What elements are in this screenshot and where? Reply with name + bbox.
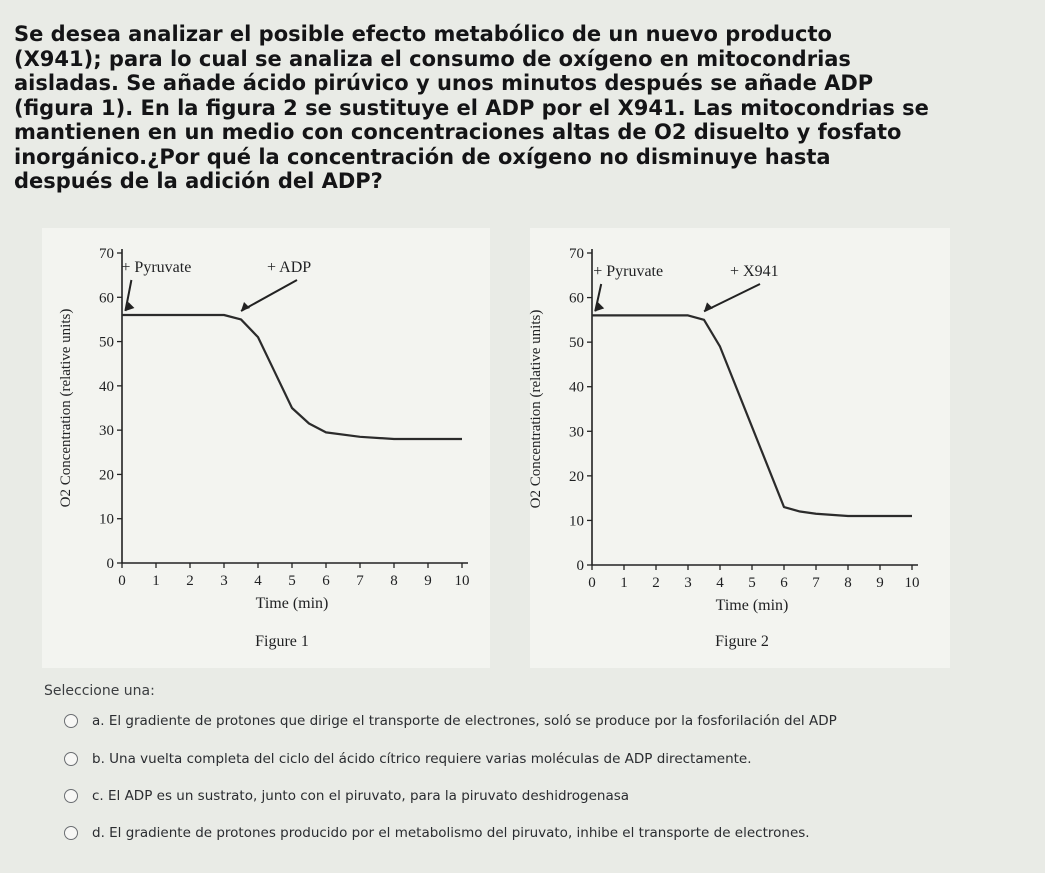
x-tick-label: 10 (904, 575, 920, 591)
radio-b[interactable] (64, 752, 78, 766)
option-b[interactable] (64, 751, 752, 767)
series-line (122, 315, 462, 439)
select-one-prompt: Seleccione una: (44, 683, 155, 699)
x-tick-label: 6 (780, 575, 788, 591)
question-line: aisladas. Se añade ácido pirúvico y unos minutos después se añade ADP (14, 71, 874, 95)
option-a-label: a. El gradiente de protones que dirige el transporte de electrones, soló se produce por la fosforilación del ADP (92, 713, 837, 729)
y-tick-label: 70 (569, 246, 584, 262)
figure-1-chart (42, 228, 490, 668)
y-tick-label: 50 (569, 335, 584, 352)
annotation-label: + X941 (730, 263, 779, 280)
x-axis-label: Time (min) (255, 595, 329, 612)
y-axis-label: O2 Concentration (relative units) (528, 309, 544, 509)
x-tick-label: 10 (454, 573, 470, 589)
x-axis-label: Time (min) (715, 597, 789, 614)
y-tick-label: 30 (99, 423, 114, 440)
x-tick-label: 4 (254, 573, 262, 589)
y-tick-label: 20 (99, 467, 114, 484)
figure-2-panel (530, 228, 950, 668)
y-tick-label: 0 (576, 558, 584, 574)
x-tick-label: 0 (588, 575, 596, 591)
question-text (14, 22, 1034, 194)
x-tick-label: 0 (118, 573, 126, 589)
x-tick-label: 7 (356, 573, 364, 589)
y-tick-label: 50 (99, 334, 114, 351)
figure-1-panel (42, 228, 490, 668)
option-c[interactable] (64, 788, 629, 804)
question-line: después de la adición del ADP? (14, 169, 383, 193)
x-tick-label: 4 (716, 575, 724, 591)
y-tick-label: 40 (569, 379, 584, 396)
x-tick-label: 8 (390, 573, 398, 589)
figure-2-chart (530, 228, 950, 668)
annotation-arrow (704, 284, 760, 311)
y-tick-label: 60 (99, 290, 114, 307)
annotation-label: + Pyruvate (593, 263, 664, 280)
question-line: Se desea analizar el posible efecto metabólico de un nuevo producto (14, 22, 832, 46)
question-line: mantienen en un medio con concentraciones altas de O2 disuelto y fosfato (14, 120, 902, 144)
x-tick-label: 3 (684, 575, 692, 591)
radio-c[interactable] (64, 789, 78, 803)
radio-a[interactable] (64, 714, 78, 728)
x-tick-label: 9 (424, 573, 432, 589)
x-tick-label: 8 (844, 575, 852, 591)
annotation-label: + Pyruvate (121, 259, 192, 276)
x-tick-label: 1 (620, 575, 628, 591)
question-line: (figura 1). En la figura 2 se sustituye el ADP por el X941. Las mitocondrias se (14, 95, 929, 120)
x-tick-label: 2 (186, 573, 194, 589)
x-tick-label: 2 (652, 575, 660, 591)
figure-caption: Figure 2 (715, 633, 769, 650)
x-tick-label: 9 (876, 575, 884, 591)
y-tick-label: 40 (99, 378, 114, 395)
annotation-arrow (241, 280, 297, 311)
x-tick-label: 6 (322, 573, 330, 589)
x-tick-label: 5 (748, 575, 756, 591)
option-a[interactable] (64, 713, 837, 729)
option-d[interactable] (64, 825, 810, 841)
x-tick-label: 5 (288, 573, 296, 589)
question-line: (X941); para lo cual se analiza el consumo de oxígeno en mitocondrias (14, 46, 851, 71)
series-line (592, 315, 912, 516)
y-tick-label: 20 (569, 468, 584, 485)
annotation-label: + ADP (267, 259, 312, 276)
question-line: inorgánico.¿Por qué la concentración de oxígeno no disminuye hasta (14, 144, 831, 169)
x-tick-label: 1 (152, 573, 160, 589)
option-d-label: d. El gradiente de protones producido por el metabolismo del piruvato, inhibe el transporte de electrones. (92, 825, 810, 841)
option-b-label: b. Una vuelta completa del ciclo del ácido cítrico requiere varias moléculas de ADP directamente. (92, 751, 752, 767)
y-tick-label: 60 (569, 290, 584, 307)
option-c-label: c. El ADP es un sustrato, junto con el piruvato, para la piruvato deshidrogenasa (92, 788, 630, 804)
y-tick-label: 70 (99, 246, 114, 262)
x-tick-label: 3 (220, 573, 228, 589)
y-tick-label: 30 (569, 424, 584, 441)
y-tick-label: 10 (569, 513, 584, 530)
y-tick-label: 0 (106, 556, 114, 572)
radio-d[interactable] (64, 826, 78, 840)
y-tick-label: 10 (99, 511, 114, 528)
y-axis-label: O2 Concentration (relative units) (58, 308, 74, 508)
x-tick-label: 7 (812, 575, 820, 591)
figure-caption: Figure 1 (255, 633, 309, 650)
